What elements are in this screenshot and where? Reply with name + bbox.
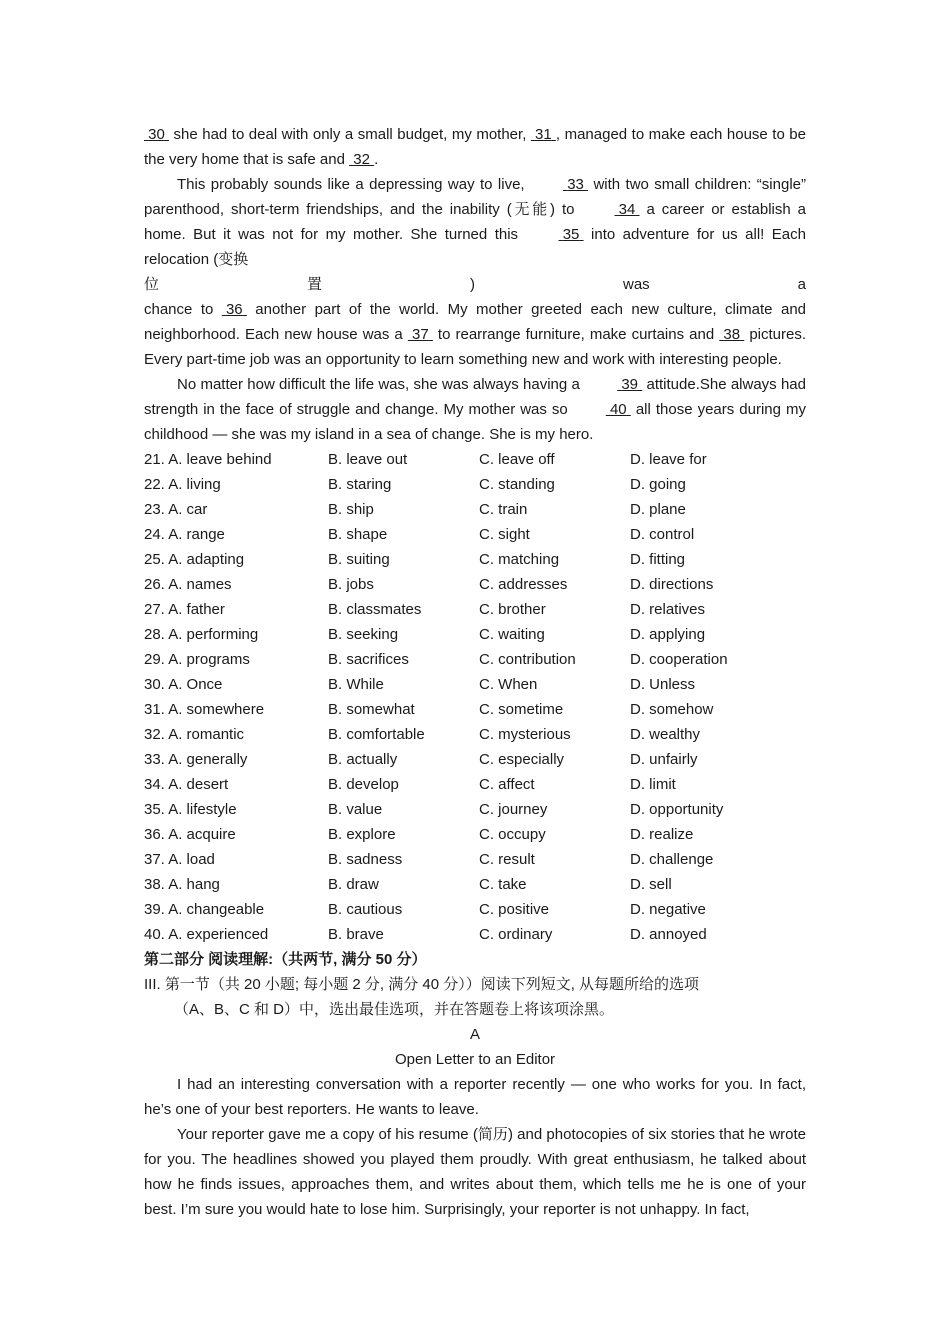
option-row — [144, 622, 806, 647]
blank-35: 35 — [562, 226, 580, 243]
option-a: 25. A. adapting — [144, 551, 245, 568]
option-a: 34. A. desert — [144, 776, 229, 793]
option-d: D. challenge — [630, 851, 714, 868]
option-d: D. limit — [630, 776, 676, 793]
option-c: C. sight — [479, 526, 530, 543]
option-row — [144, 897, 806, 922]
option-a: 36. A. acquire — [144, 826, 236, 843]
option-row — [144, 822, 806, 847]
option-c: C. sometime — [479, 701, 564, 718]
option-b: B. brave — [328, 926, 384, 943]
option-row — [144, 847, 806, 872]
option-a: 23. A. car — [144, 501, 208, 518]
option-c: C. matching — [479, 551, 560, 568]
option-a: 40. A. experienced — [144, 926, 269, 943]
option-a: 37. A. load — [144, 851, 215, 868]
option-c: C. take — [479, 876, 527, 893]
option-b: B. comfortable — [328, 726, 425, 743]
option-d: D. opportunity — [630, 801, 724, 818]
option-row — [144, 722, 806, 747]
option-b: B. develop — [328, 776, 399, 793]
option-b: B. suiting — [328, 551, 390, 568]
option-c: C. positive — [479, 901, 550, 918]
option-d: D. applying — [630, 626, 706, 643]
options-list — [144, 447, 806, 947]
blank-37: 37 — [412, 326, 429, 343]
option-b: B. seeking — [328, 626, 399, 643]
blank-36: 36 — [225, 301, 243, 318]
option-a: 31. A. somewhere — [144, 701, 265, 718]
option-c: C. waiting — [479, 626, 545, 643]
section-instruction-line-1: III. 第一节（共 20 小题; 每小题 2 分, 满分 40 分））阅读下列短文, 从每题所给的选项 — [144, 976, 700, 993]
passage-paragraph-2: This probably sounds like a depressing way to live, 33 with two small children: “single” parenthood, short-term friendships, and the inability (无能) to 34 a career or establish a home. But it was not for my mother. She turned this 35 into adventure for us all! Each relocation (变换 — [144, 172, 806, 272]
blank-34: 34 — [618, 201, 636, 218]
option-c: C. ordinary — [479, 926, 553, 943]
option-c: C. brother — [479, 601, 546, 618]
option-c: C. standing — [479, 476, 555, 493]
option-a: 32. A. romantic — [144, 726, 245, 743]
option-d: D. Unless — [630, 676, 696, 693]
option-b: B. leave out — [328, 451, 408, 468]
option-d: D. fitting — [630, 551, 686, 568]
option-d: D. directions — [630, 576, 714, 593]
blank-32: 32 — [353, 151, 370, 168]
option-a: 35. A. lifestyle — [144, 801, 237, 818]
article-title: Open Letter to an Editor — [394, 1051, 556, 1068]
option-d: D. wealthy — [630, 726, 701, 743]
option-d: D. negative — [630, 901, 706, 918]
option-row — [144, 797, 806, 822]
option-row — [144, 647, 806, 672]
section-heading: 第二部分 阅读理解:（共两节, 满分 50 分） — [144, 951, 427, 968]
article-label: A — [469, 1026, 480, 1043]
option-row — [144, 597, 806, 622]
option-c: C. leave off — [479, 451, 555, 468]
option-c: C. contribution — [479, 651, 576, 668]
option-b: B. value — [328, 801, 383, 818]
blank-38: 38 — [723, 326, 741, 343]
blank-33: 33 — [567, 176, 584, 193]
option-row — [144, 672, 806, 697]
option-d: D. control — [630, 526, 695, 543]
article-paragraph-2: Your reporter gave me a copy of his resume (简历) and photocopies of six stories that he wrote for you. The headlines showed you played them proudly. With great enthusiasm, he talked about how he finds issues, approaches them, and writes about them, which tells me he is one of your best. I’m sure you would hate to lose him. Surprisingly, your reporter is not unhappy. In fact, — [144, 1126, 806, 1218]
option-row — [144, 872, 806, 897]
passage-paragraph-3: No matter how difficult the life was, she was always having a 39 attitude.She always had strength in the face of struggle and change. My mother was so 40 all those years during my childhood — she was my island in a sea of change. She is my hero. — [144, 372, 806, 447]
option-b: B. ship — [328, 501, 374, 518]
option-b: B. somewhat — [328, 701, 415, 718]
option-row — [144, 772, 806, 797]
option-c: C. journey — [479, 801, 548, 818]
option-a: 39. A. changeable — [144, 901, 265, 918]
option-c: C. When — [479, 676, 538, 693]
option-b: B. draw — [328, 876, 379, 893]
option-d: D. sell — [630, 876, 672, 893]
passage-paragraph-2-cont: chance to 36 another part of the world. My mother greeted each new culture, climate and neighborhood. Each new house was a 37 to rearrange furniture, make curtains and 38 pictures. Every part-time job was an opportunity to learn something new and work with interesting people. — [144, 297, 806, 372]
option-a: 27. A. father — [144, 601, 225, 618]
option-b: B. jobs — [328, 576, 374, 593]
option-c: C. result — [479, 851, 535, 868]
option-d: D. plane — [630, 501, 686, 518]
option-d: D. cooperation — [630, 651, 728, 668]
option-d: D. relatives — [630, 601, 706, 618]
option-c: C. especially — [479, 751, 565, 768]
option-b: B. explore — [328, 826, 396, 843]
option-row — [144, 747, 806, 772]
spread-line: 位 置 ) was a — [144, 276, 806, 293]
option-row — [144, 697, 806, 722]
option-a: 38. A. hang — [144, 876, 220, 893]
option-a: 29. A. programs — [144, 651, 250, 668]
blank-30: 30 — [148, 126, 165, 143]
option-b: B. shape — [328, 526, 388, 543]
option-b: B. While — [328, 676, 384, 693]
option-b: B. cautious — [328, 901, 403, 918]
option-a: 22. A. living — [144, 476, 221, 493]
option-d: D. annoyed — [630, 926, 707, 943]
option-b: B. staring — [328, 476, 392, 493]
page-content — [144, 122, 806, 1222]
option-d: D. somehow — [630, 701, 714, 718]
option-d: D. unfairly — [630, 751, 698, 768]
option-a: 33. A. generally — [144, 751, 248, 768]
option-row — [144, 522, 806, 547]
blank-31: 31 — [535, 126, 552, 143]
option-c: C. addresses — [479, 576, 568, 593]
option-row — [144, 447, 806, 472]
option-a: 26. A. names — [144, 576, 232, 593]
option-b: B. actually — [328, 751, 398, 768]
option-a: 28. A. performing — [144, 626, 259, 643]
article-paragraph-1: I had an interesting conversation with a reporter recently — one who works for you. In fact, he’s one of your best reporters. He wants to leave. — [144, 1076, 806, 1118]
option-b: B. sadness — [328, 851, 403, 868]
option-c: C. mysterious — [479, 726, 571, 743]
blank-39: 39 — [621, 376, 639, 393]
section-instruction-line-2: （A、B、C 和 D）中，选出最佳选项，并在答题卷上将该项涂黑。 — [174, 1001, 615, 1018]
option-c: C. train — [479, 501, 528, 518]
option-a: 21. A. leave behind — [144, 451, 272, 468]
option-row — [144, 572, 806, 597]
option-c: C. occupy — [479, 826, 546, 843]
option-c: C. affect — [479, 776, 535, 793]
blank-40: 40 — [609, 401, 627, 418]
passage-paragraph-1: 30 she had to deal with only a small budget, my mother, 31 , managed to make each house to be the very home that is safe and 32 . — [144, 122, 806, 172]
option-b: B. classmates — [328, 601, 422, 618]
option-row — [144, 497, 806, 522]
option-row — [144, 472, 806, 497]
option-a: 24. A. range — [144, 526, 225, 543]
option-row — [144, 922, 806, 947]
option-d: D. leave for — [630, 451, 707, 468]
option-d: D. going — [630, 476, 686, 493]
option-d: D. realize — [630, 826, 694, 843]
option-b: B. sacrifices — [328, 651, 409, 668]
option-a: 30. A. Once — [144, 676, 223, 693]
option-row — [144, 547, 806, 572]
